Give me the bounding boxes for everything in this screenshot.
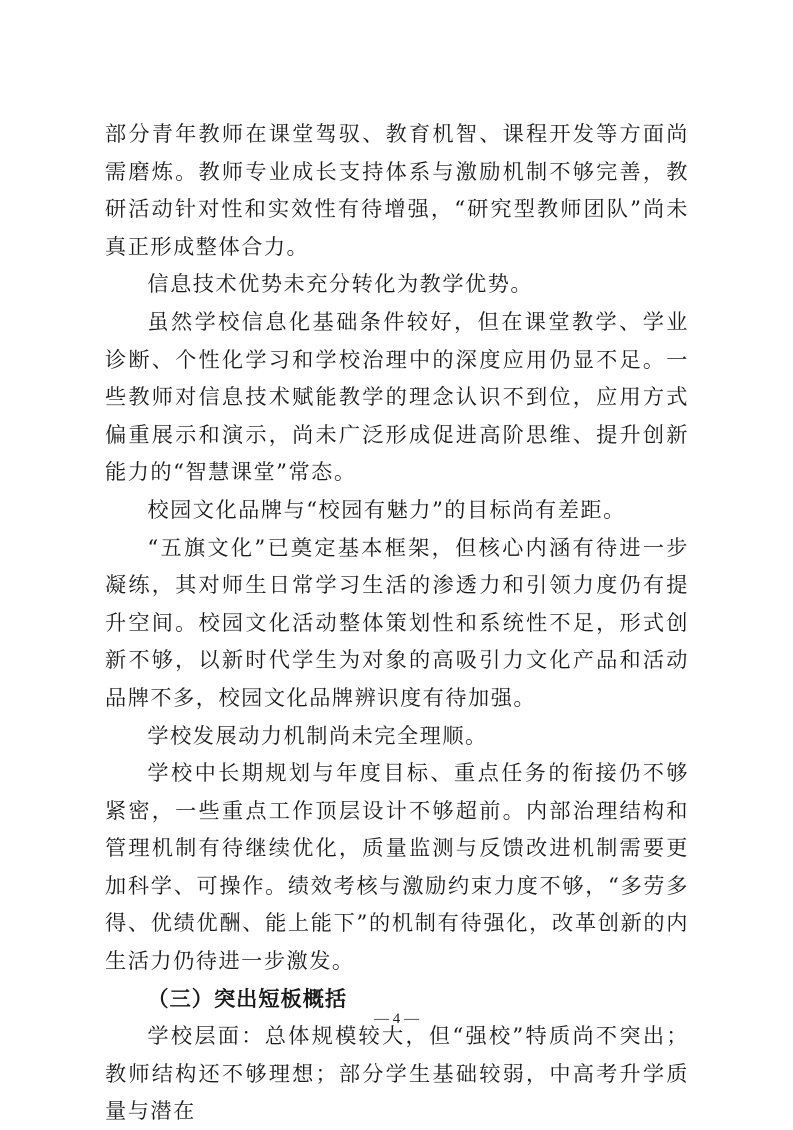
paragraph-teacher-team: 部分青年教师在课堂驾驭、教育机智、课程开发等方面尚需磨炼。教师专业成长支持体系与激励机制不够完善，教研活动针对性和实效性有待增强，“研究型教师团队”尚未真正形成整体合力。: [105, 121, 689, 259]
paragraph-development-mechanism: 学校中长期规划与年度目标、重点任务的衔接仍不够紧密，一些重点工作顶层设计不够超前。内部治理结构和管理机制有待继续优化，质量监测与反馈改进机制需要更加科学、可操作。绩效考核与激励约束力度不够，“多劳多得、优绩优酬、能上能下”的机制有待强化，改革创新的内生活力仍待进一步激发。: [105, 760, 689, 974]
document-body: [105, 115, 689, 1130]
subheading-development-mechanism: 学校发展动力机制尚未完全理顺。: [147, 722, 488, 748]
subheading-campus-culture: 校园文化品牌与“校园有魅力”的目标尚有差距。: [147, 496, 626, 522]
page-number: — 4 —: [374, 1011, 419, 1027]
paragraph-campus-culture: “五旗文化”已奠定基本框架，但核心内涵有待进一步凝练，其对师生日常学习生活的渗透力和引领力度仍有提升空间。校园文化活动整体策划性和系统性不足，形式创新不够，以新时代学生为对象的高吸引力文化产品和活动品牌不多，校园文化品牌辨识度有待加强。: [105, 534, 689, 710]
paragraph-it-application: 虽然学校信息化基础条件较好，但在课堂教学、学业诊断、个性化学习和学校治理中的深度应用仍显不足。一些教师对信息技术赋能教学的理念认识不到位，应用方式偏重展示和演示，尚未广泛形成促进高阶思维、提升创新能力的“智慧课堂”常态。: [105, 308, 689, 485]
paragraph-school-level: 学校层面：总体规模较大，但“强校”特质尚不突出；教师结构还不够理想；部分学生基础较弱，中高考升学质量与潜在: [105, 1023, 689, 1124]
subheading-it-advantage: 信息技术优势未充分转化为教学优势。: [147, 271, 534, 297]
section-heading-shortcomings: （三）突出短板概括: [147, 985, 348, 1011]
